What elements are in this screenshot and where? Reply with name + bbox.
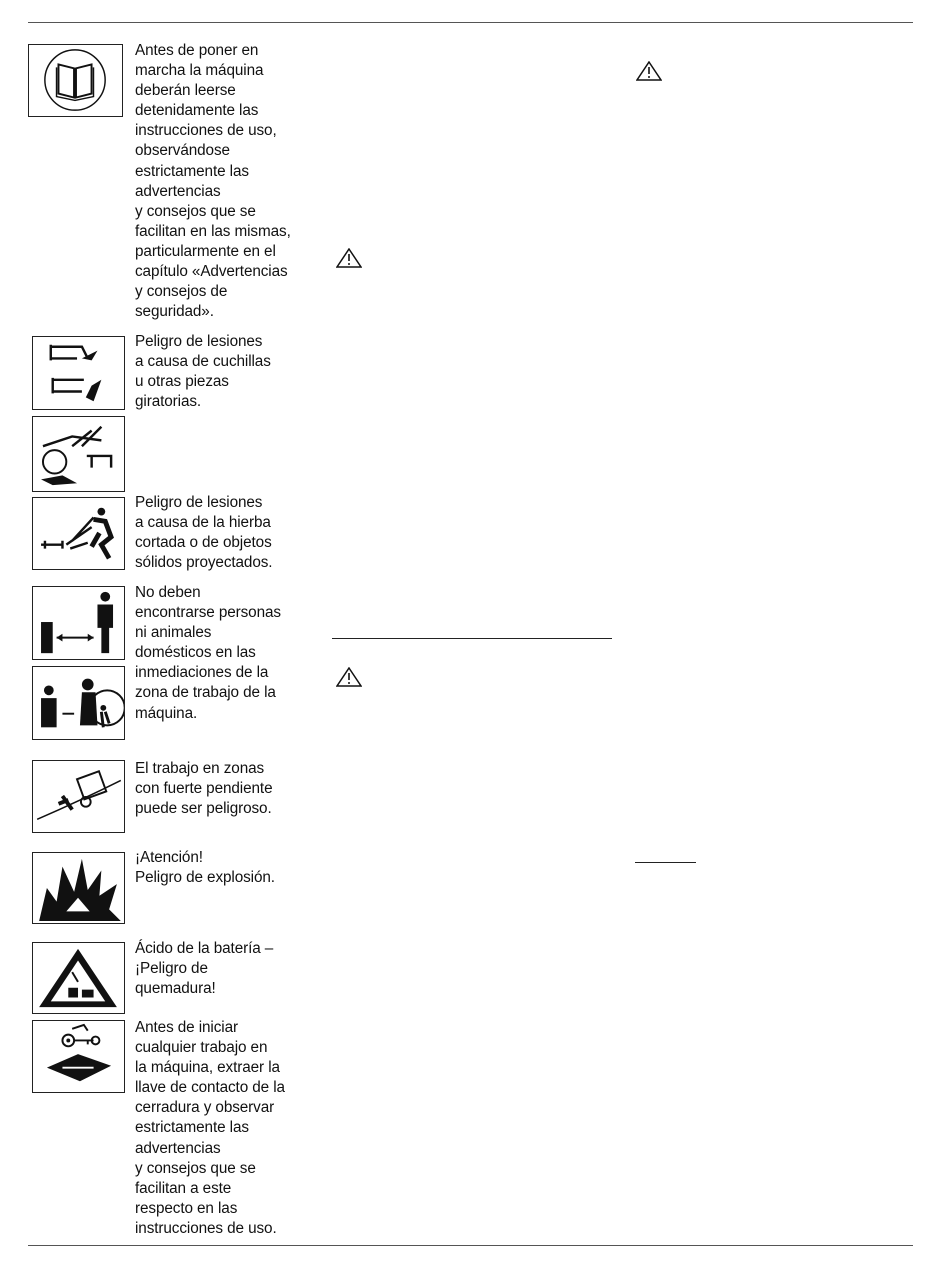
short-divider bbox=[635, 862, 696, 863]
warning-triangle-icon bbox=[336, 667, 362, 687]
read-manual-icon bbox=[28, 44, 123, 117]
top-rule bbox=[28, 22, 913, 23]
section-text-blades: Peligro de lesiones a causa de cuchillas u otras piezas giratorias. bbox=[135, 333, 271, 411]
explosion-icon bbox=[32, 852, 125, 924]
bottom-rule bbox=[28, 1245, 913, 1246]
section-text-explosion: ¡Atención! Peligro de explosión. bbox=[135, 849, 275, 887]
keep-distance-icon bbox=[32, 586, 125, 660]
slope-icon bbox=[32, 760, 125, 833]
persons-animals-icon bbox=[32, 666, 125, 740]
rotating-blades-icon bbox=[32, 336, 125, 410]
remove-key-icon bbox=[32, 1020, 125, 1093]
section-text-keep-distance: No deben encontrarse personas ni animales domésticos en las inmediaciones de la zona de trabajo de la máquina. bbox=[135, 584, 281, 722]
warning-triangle-icon bbox=[336, 248, 362, 268]
section-text-slope: El trabajo en zonas con fuerte pendiente puede ser peligroso. bbox=[135, 760, 273, 818]
tractor-runover-icon bbox=[32, 416, 125, 492]
section-text-battery-acid: Ácido de la batería – ¡Peligro de quemadura! bbox=[135, 940, 274, 998]
warning-triangle-icon bbox=[636, 61, 662, 81]
section-divider bbox=[332, 638, 612, 639]
thrown-objects-icon bbox=[32, 497, 125, 570]
section-text-read-manual: Antes de poner en marcha la máquina deberán leerse detenidamente las instrucciones de uso, observándose estrictamente las advertencias y consejos que se facilitan en las mismas, particularmente en el capítulo «Advertencias y consejos de seguridad». bbox=[135, 42, 291, 321]
battery-acid-icon bbox=[32, 942, 125, 1014]
section-text-remove-key: Antes de iniciar cualquier trabajo en la máquina, extraer la llave de contacto de la cerradura y observar estrictamente las advertencias y consejos que se facilitan a este respecto en las instrucciones de uso. bbox=[135, 1019, 285, 1237]
section-text-thrown-objects: Peligro de lesiones a causa de la hierba cortada o de objetos sólidos proyectados. bbox=[135, 494, 273, 572]
